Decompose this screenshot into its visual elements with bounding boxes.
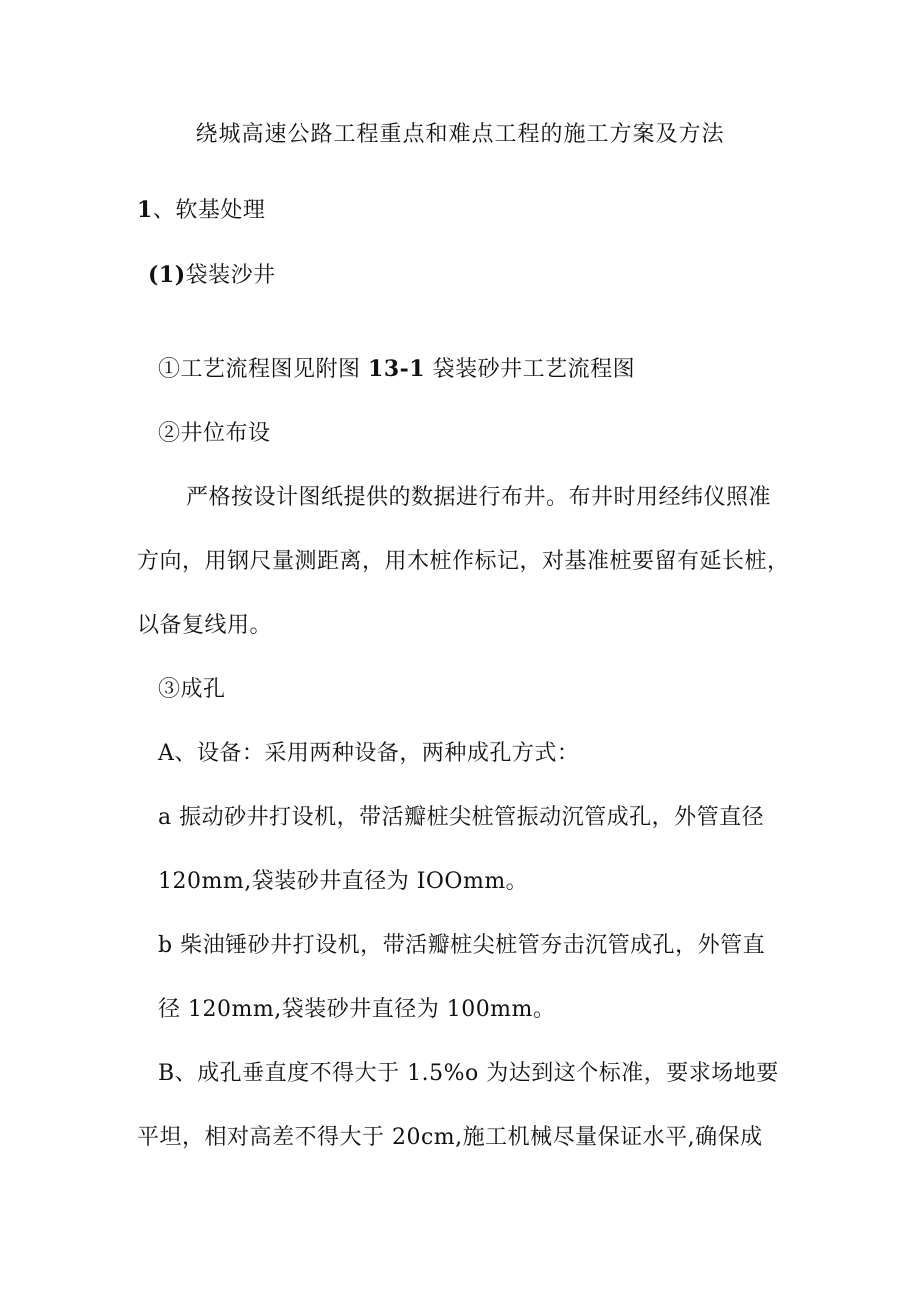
section-title: 、软基处理 — [152, 198, 266, 223]
item-b-line: 径 120mm,袋装砂井直径为 100mm。 — [158, 997, 556, 1022]
item-a-line: a 振动砂井打设机，带活瓣桩尖桩管振动沉管成孔，外管直径 — [158, 805, 765, 830]
subsection-title: 袋装沙井 — [185, 263, 276, 288]
item-B-line: B、成孔垂直度不得大于 1.5%o 为达到这个标准，要求场地要 — [158, 1061, 779, 1086]
item-B-line: 平坦，相对高差不得大于 20cm,施工机械尽量保证水平,确保成 — [137, 1125, 763, 1150]
item-1-figure-ref: 13-1 — [368, 356, 426, 382]
subsection-heading — [148, 260, 276, 291]
section-number: 1 — [137, 197, 153, 223]
item-1 — [158, 354, 635, 385]
item-a-line: 120mm,袋装砂井直径为 IOOmm。 — [158, 869, 529, 894]
section-heading — [137, 195, 265, 226]
document-title: 绕城高速公路工程重点和难点工程的施工方案及方法 — [195, 122, 725, 147]
item-A: A、设备：采用两种设备，两种成孔方式： — [158, 741, 580, 766]
paragraph-line: 严格按设计图纸提供的数据进行布井。布井时用经纬仪照准 — [186, 485, 772, 510]
item-1-prefix: ①工艺流程图见附图 — [158, 357, 361, 382]
item-3: ③成孔 — [158, 677, 226, 702]
item-b-line: b 柴油锤砂井打设机，带活瓣桩尖桩管夯击沉管成孔，外管直 — [158, 933, 766, 958]
item-1-suffix: 袋装砂井工艺流程图 — [432, 357, 636, 382]
subsection-number: (1) — [148, 262, 186, 288]
item-2: ②井位布设 — [158, 421, 271, 446]
paragraph-line: 以备复线用。 — [137, 613, 273, 638]
paragraph-line: 方向，用钢尺量测距离，用木桩作标记，对基准桩要留有延长桩， — [137, 549, 790, 574]
